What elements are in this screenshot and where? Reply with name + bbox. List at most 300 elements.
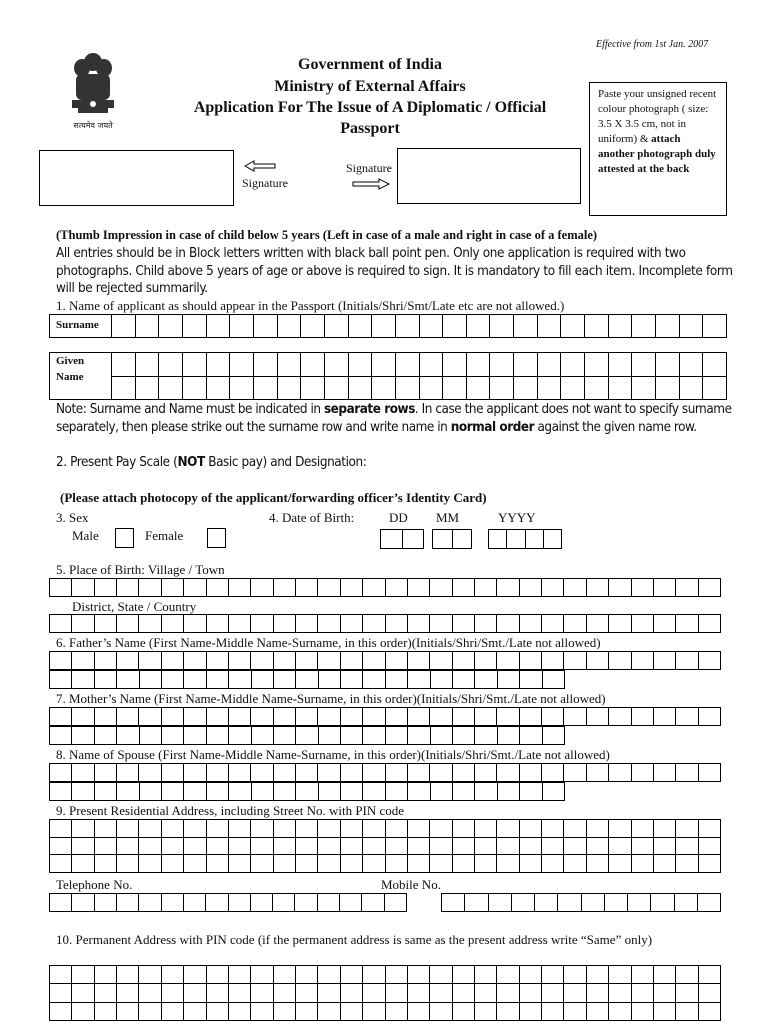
input-cell[interactable]: [386, 855, 408, 873]
input-cell[interactable]: [497, 984, 519, 1002]
input-cell[interactable]: [207, 708, 229, 726]
input-cell[interactable]: [162, 727, 184, 745]
input-cell[interactable]: [453, 855, 475, 873]
input-cell[interactable]: [542, 708, 564, 726]
input-cell[interactable]: [605, 894, 628, 912]
input-cell[interactable]: [543, 671, 565, 689]
input-cell[interactable]: [680, 377, 704, 401]
present-address-grid[interactable]: [49, 819, 721, 873]
input-cell[interactable]: [72, 652, 94, 670]
input-cell[interactable]: [207, 652, 229, 670]
input-cell[interactable]: [95, 708, 117, 726]
input-cell[interactable]: [207, 966, 229, 984]
input-cell[interactable]: [341, 727, 363, 745]
input-cell[interactable]: [95, 727, 117, 745]
input-cell[interactable]: [159, 315, 183, 338]
input-cell[interactable]: [363, 984, 385, 1002]
input-cell[interactable]: [318, 855, 340, 873]
input-cell[interactable]: [475, 820, 497, 838]
input-cell[interactable]: [112, 315, 136, 338]
input-cell[interactable]: [117, 855, 139, 873]
input-cell[interactable]: [564, 984, 586, 1002]
input-cell[interactable]: [72, 838, 94, 856]
input-cell[interactable]: [274, 838, 296, 856]
input-cell[interactable]: [632, 984, 654, 1002]
input-cell[interactable]: [162, 984, 184, 1002]
input-cell[interactable]: [542, 966, 564, 984]
input-cell[interactable]: [95, 671, 117, 689]
input-cell[interactable]: [561, 353, 585, 377]
input-cell[interactable]: [278, 377, 302, 401]
input-cell[interactable]: [159, 377, 183, 401]
input-cell[interactable]: [514, 353, 538, 377]
input-cell[interactable]: [656, 315, 680, 338]
input-cell[interactable]: [430, 652, 452, 670]
input-cell[interactable]: [251, 579, 273, 597]
input-cell[interactable]: [95, 764, 117, 782]
input-cell[interactable]: [117, 966, 139, 984]
input-cell[interactable]: [229, 838, 251, 856]
input-cell[interactable]: [386, 783, 408, 801]
input-cell[interactable]: [386, 652, 408, 670]
input-cell[interactable]: [301, 315, 325, 338]
input-cell[interactable]: [453, 984, 475, 1002]
input-cell[interactable]: [184, 579, 206, 597]
input-cell[interactable]: [230, 377, 254, 401]
input-cell[interactable]: [467, 377, 491, 401]
input-cell[interactable]: [274, 966, 296, 984]
input-cell[interactable]: [274, 727, 296, 745]
input-cell[interactable]: [386, 838, 408, 856]
input-cell[interactable]: [319, 727, 341, 745]
father-name-grid[interactable]: [49, 651, 721, 670]
input-cell[interactable]: [443, 377, 467, 401]
input-cell[interactable]: [520, 615, 542, 633]
input-cell[interactable]: [675, 894, 698, 912]
input-cell[interactable]: [542, 820, 564, 838]
input-cell[interactable]: [184, 727, 206, 745]
input-cell[interactable]: [453, 1003, 475, 1021]
input-cell[interactable]: [162, 579, 184, 597]
input-cell[interactable]: [72, 708, 94, 726]
input-cell[interactable]: [430, 984, 452, 1002]
input-cell[interactable]: [632, 764, 654, 782]
input-cell[interactable]: [654, 966, 676, 984]
input-cell[interactable]: [609, 966, 631, 984]
input-cell[interactable]: [184, 764, 206, 782]
input-cell[interactable]: [274, 579, 296, 597]
input-cell[interactable]: [274, 984, 296, 1002]
input-cell[interactable]: [207, 353, 231, 377]
input-cell[interactable]: [408, 820, 430, 838]
input-cell[interactable]: [229, 894, 251, 912]
input-cell[interactable]: [408, 966, 430, 984]
input-cell[interactable]: [207, 315, 231, 338]
input-cell[interactable]: [453, 820, 475, 838]
input-cell[interactable]: [50, 615, 72, 633]
input-cell[interactable]: [558, 894, 581, 912]
input-cell[interactable]: [408, 984, 430, 1002]
input-cell[interactable]: [117, 838, 139, 856]
input-cell[interactable]: [676, 855, 698, 873]
input-cell[interactable]: [95, 855, 117, 873]
input-cell[interactable]: [50, 966, 72, 984]
input-cell[interactable]: [117, 783, 139, 801]
input-cell[interactable]: [72, 820, 94, 838]
input-cell[interactable]: [453, 783, 475, 801]
sex-female-checkbox[interactable]: [207, 528, 226, 548]
district-state-grid[interactable]: [49, 614, 721, 633]
input-cell[interactable]: [609, 838, 631, 856]
input-cell[interactable]: [229, 764, 251, 782]
input-cell[interactable]: [117, 579, 139, 597]
input-cell[interactable]: [564, 615, 586, 633]
input-cell[interactable]: [318, 820, 340, 838]
input-cell[interactable]: [609, 764, 631, 782]
input-cell[interactable]: [497, 820, 519, 838]
input-cell[interactable]: [159, 353, 183, 377]
input-cell[interactable]: [207, 820, 229, 838]
surname-grid[interactable]: [111, 314, 727, 338]
input-cell[interactable]: [632, 820, 654, 838]
input-cell[interactable]: [296, 984, 318, 1002]
input-cell[interactable]: [430, 708, 452, 726]
input-cell[interactable]: [117, 820, 139, 838]
input-cell[interactable]: [325, 315, 349, 338]
input-cell[interactable]: [341, 855, 363, 873]
input-cell[interactable]: [453, 708, 475, 726]
input-cell[interactable]: [587, 984, 609, 1002]
input-cell[interactable]: [497, 1003, 519, 1021]
input-cell[interactable]: [363, 1003, 385, 1021]
input-cell[interactable]: [229, 615, 251, 633]
mother-name-grid-row2[interactable]: [49, 726, 565, 745]
input-cell[interactable]: [229, 708, 251, 726]
input-cell[interactable]: [117, 764, 139, 782]
input-cell[interactable]: [278, 353, 302, 377]
input-cell[interactable]: [117, 708, 139, 726]
input-cell[interactable]: [229, 727, 251, 745]
input-cell[interactable]: [587, 966, 609, 984]
input-cell[interactable]: [318, 966, 340, 984]
input-cell[interactable]: [475, 727, 497, 745]
input-cell[interactable]: [72, 783, 94, 801]
input-cell[interactable]: [318, 615, 340, 633]
input-cell[interactable]: [162, 838, 184, 856]
input-cell[interactable]: [609, 984, 631, 1002]
input-cell[interactable]: [139, 652, 161, 670]
input-cell[interactable]: [341, 838, 363, 856]
photo-box[interactable]: [589, 82, 727, 216]
input-cell[interactable]: [514, 315, 538, 338]
input-cell[interactable]: [341, 966, 363, 984]
input-cell[interactable]: [363, 855, 385, 873]
input-cell[interactable]: [420, 377, 444, 401]
input-cell[interactable]: [654, 579, 676, 597]
signature-box-left[interactable]: [39, 150, 234, 206]
input-cell[interactable]: [162, 615, 184, 633]
input-cell[interactable]: [699, 984, 721, 1002]
input-cell[interactable]: [251, 855, 273, 873]
input-cell[interactable]: [430, 820, 452, 838]
input-cell[interactable]: [117, 894, 139, 912]
input-cell[interactable]: [319, 783, 341, 801]
input-cell[interactable]: [699, 615, 721, 633]
input-cell[interactable]: [489, 894, 512, 912]
input-cell[interactable]: [325, 353, 349, 377]
input-cell[interactable]: [95, 820, 117, 838]
input-cell[interactable]: [585, 315, 609, 338]
input-cell[interactable]: [386, 579, 408, 597]
input-cell[interactable]: [699, 652, 721, 670]
input-cell[interactable]: [50, 855, 72, 873]
input-cell[interactable]: [497, 855, 519, 873]
input-cell[interactable]: [252, 671, 274, 689]
input-cell[interactable]: [587, 579, 609, 597]
input-cell[interactable]: [654, 838, 676, 856]
input-cell[interactable]: [140, 671, 162, 689]
input-cell[interactable]: [341, 579, 363, 597]
input-cell[interactable]: [207, 671, 229, 689]
input-cell[interactable]: [341, 708, 363, 726]
input-cell[interactable]: [564, 838, 586, 856]
input-cell[interactable]: [183, 353, 207, 377]
input-cell[interactable]: [95, 966, 117, 984]
input-cell[interactable]: [139, 984, 161, 1002]
input-cell[interactable]: [50, 838, 72, 856]
input-cell[interactable]: [251, 838, 273, 856]
input-cell[interactable]: [497, 615, 519, 633]
input-cell[interactable]: [117, 984, 139, 1002]
input-cell[interactable]: [363, 615, 385, 633]
input-cell[interactable]: [296, 652, 318, 670]
input-cell[interactable]: [442, 894, 465, 912]
input-cell[interactable]: [184, 894, 206, 912]
input-cell[interactable]: [206, 894, 228, 912]
input-cell[interactable]: [139, 615, 161, 633]
input-cell[interactable]: [542, 984, 564, 1002]
input-cell[interactable]: [251, 984, 273, 1002]
input-cell[interactable]: [296, 1003, 318, 1021]
input-cell[interactable]: [408, 615, 430, 633]
input-cell[interactable]: [587, 1003, 609, 1021]
input-cell[interactable]: [162, 966, 184, 984]
input-cell[interactable]: [467, 353, 491, 377]
input-cell[interactable]: [699, 708, 721, 726]
input-cell[interactable]: [676, 820, 698, 838]
input-cell[interactable]: [564, 855, 586, 873]
input-cell[interactable]: [538, 353, 562, 377]
mobile-grid[interactable]: [441, 893, 721, 912]
input-cell[interactable]: [229, 966, 251, 984]
input-cell[interactable]: [341, 783, 363, 801]
input-cell[interactable]: [587, 615, 609, 633]
input-cell[interactable]: [50, 783, 72, 801]
input-cell[interactable]: [542, 615, 564, 633]
input-cell[interactable]: [50, 764, 72, 782]
father-name-grid-row2[interactable]: [49, 670, 565, 689]
input-cell[interactable]: [632, 838, 654, 856]
input-cell[interactable]: [72, 966, 94, 984]
input-cell[interactable]: [453, 727, 475, 745]
input-cell[interactable]: [654, 820, 676, 838]
input-cell[interactable]: [497, 652, 519, 670]
input-cell[interactable]: [386, 820, 408, 838]
input-cell[interactable]: [542, 764, 564, 782]
input-cell[interactable]: [251, 894, 273, 912]
input-cell[interactable]: [296, 708, 318, 726]
input-cell[interactable]: [698, 894, 721, 912]
input-cell[interactable]: [207, 984, 229, 1002]
input-cell[interactable]: [699, 820, 721, 838]
input-cell[interactable]: [453, 579, 475, 597]
input-cell[interactable]: [609, 855, 631, 873]
input-cell[interactable]: [229, 671, 251, 689]
input-cell[interactable]: [542, 855, 564, 873]
input-cell[interactable]: [520, 708, 542, 726]
input-cell[interactable]: [420, 353, 444, 377]
input-cell[interactable]: [274, 615, 296, 633]
input-cell[interactable]: [184, 1003, 206, 1021]
input-cell[interactable]: [475, 855, 497, 873]
input-cell[interactable]: [372, 377, 396, 401]
input-cell[interactable]: [363, 783, 385, 801]
input-cell[interactable]: [273, 894, 295, 912]
input-cell[interactable]: [561, 377, 585, 401]
input-cell[interactable]: [207, 783, 229, 801]
input-cell[interactable]: [654, 1003, 676, 1021]
input-cell[interactable]: [475, 671, 497, 689]
input-cell[interactable]: [318, 894, 340, 912]
input-cell[interactable]: [363, 671, 385, 689]
input-cell[interactable]: [385, 894, 407, 912]
input-cell[interactable]: [95, 783, 117, 801]
input-cell[interactable]: [497, 708, 519, 726]
input-cell[interactable]: [183, 315, 207, 338]
input-cell[interactable]: [251, 966, 273, 984]
input-cell[interactable]: [408, 579, 430, 597]
input-cell[interactable]: [475, 783, 497, 801]
input-cell[interactable]: [207, 727, 229, 745]
input-cell[interactable]: [609, 353, 633, 377]
input-cell[interactable]: [676, 984, 698, 1002]
input-cell[interactable]: [229, 855, 251, 873]
given-name-grid[interactable]: [111, 352, 727, 400]
input-cell[interactable]: [632, 579, 654, 597]
input-cell[interactable]: [632, 1003, 654, 1021]
input-cell[interactable]: [341, 652, 363, 670]
input-cell[interactable]: [408, 855, 430, 873]
input-cell[interactable]: [184, 652, 206, 670]
input-cell[interactable]: [95, 652, 117, 670]
input-cell[interactable]: [680, 315, 704, 338]
input-cell[interactable]: [251, 820, 273, 838]
input-cell[interactable]: [654, 708, 676, 726]
input-cell[interactable]: [318, 652, 340, 670]
input-cell[interactable]: [274, 671, 296, 689]
input-cell[interactable]: [654, 615, 676, 633]
input-cell[interactable]: [609, 377, 633, 401]
input-cell[interactable]: [136, 315, 160, 338]
input-cell[interactable]: [475, 984, 497, 1002]
input-cell[interactable]: [408, 671, 430, 689]
input-cell[interactable]: [230, 353, 254, 377]
input-cell[interactable]: [319, 671, 341, 689]
input-cell[interactable]: [676, 652, 698, 670]
input-cell[interactable]: [341, 984, 363, 1002]
input-cell[interactable]: [363, 727, 385, 745]
input-cell[interactable]: [95, 894, 117, 912]
input-cell[interactable]: [162, 708, 184, 726]
input-cell[interactable]: [396, 315, 420, 338]
input-cell[interactable]: [386, 671, 408, 689]
input-cell[interactable]: [564, 652, 586, 670]
input-cell[interactable]: [139, 1003, 161, 1021]
input-cell[interactable]: [490, 377, 514, 401]
input-cell[interactable]: [609, 652, 631, 670]
input-cell[interactable]: [139, 708, 161, 726]
input-cell[interactable]: [252, 783, 274, 801]
input-cell[interactable]: [296, 783, 318, 801]
input-cell[interactable]: [363, 708, 385, 726]
input-cell[interactable]: [363, 764, 385, 782]
input-cell[interactable]: [229, 1003, 251, 1021]
input-cell[interactable]: [229, 820, 251, 838]
input-cell[interactable]: [396, 353, 420, 377]
dob-mm-boxes[interactable]: [432, 529, 472, 549]
input-cell[interactable]: [184, 708, 206, 726]
input-cell[interactable]: [497, 579, 519, 597]
input-cell[interactable]: [229, 652, 251, 670]
input-cell[interactable]: [453, 615, 475, 633]
input-cell[interactable]: [520, 783, 542, 801]
input-cell[interactable]: [699, 855, 721, 873]
input-cell[interactable]: [50, 671, 72, 689]
input-cell[interactable]: [50, 727, 72, 745]
input-cell[interactable]: [453, 764, 475, 782]
input-cell[interactable]: [296, 671, 318, 689]
input-cell[interactable]: [278, 315, 302, 338]
input-cell[interactable]: [95, 615, 117, 633]
input-cell[interactable]: [497, 764, 519, 782]
input-cell[interactable]: [497, 838, 519, 856]
input-cell[interactable]: [318, 838, 340, 856]
input-cell[interactable]: [632, 708, 654, 726]
input-cell[interactable]: [542, 579, 564, 597]
input-cell[interactable]: [699, 838, 721, 856]
input-cell[interactable]: [274, 708, 296, 726]
input-cell[interactable]: [535, 894, 558, 912]
input-cell[interactable]: [609, 315, 633, 338]
input-cell[interactable]: [676, 615, 698, 633]
input-cell[interactable]: [420, 315, 444, 338]
input-cell[interactable]: [117, 652, 139, 670]
input-cell[interactable]: [184, 615, 206, 633]
input-cell[interactable]: [296, 764, 318, 782]
input-cell[interactable]: [162, 783, 184, 801]
input-cell[interactable]: [296, 966, 318, 984]
input-cell[interactable]: [363, 838, 385, 856]
input-cell[interactable]: [50, 894, 72, 912]
input-cell[interactable]: [443, 315, 467, 338]
input-cell[interactable]: [184, 783, 206, 801]
input-cell[interactable]: [443, 353, 467, 377]
input-cell[interactable]: [140, 783, 162, 801]
input-cell[interactable]: [628, 894, 651, 912]
input-cell[interactable]: [72, 1003, 94, 1021]
input-cell[interactable]: [656, 353, 680, 377]
input-cell[interactable]: [497, 966, 519, 984]
